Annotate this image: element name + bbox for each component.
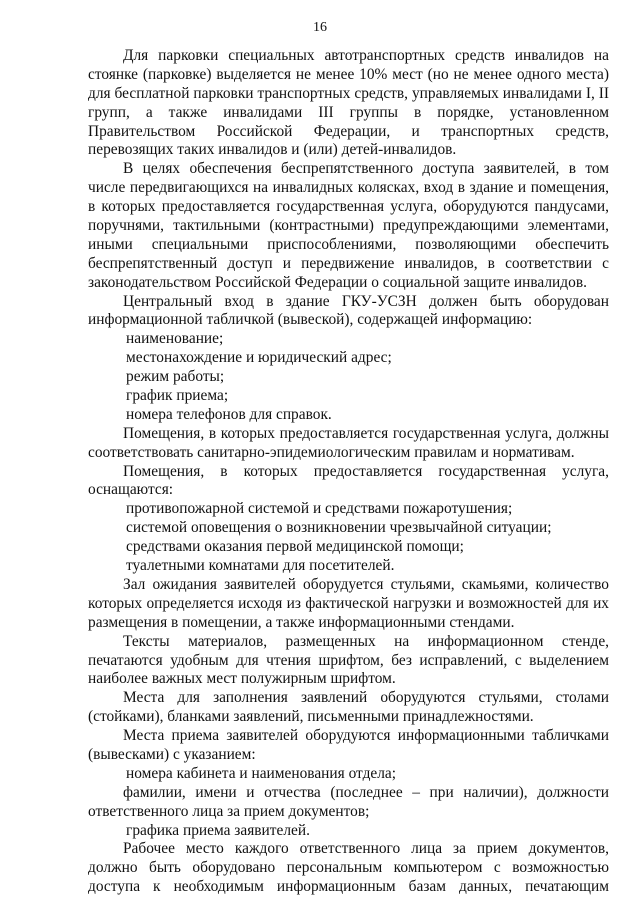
text-line: числе передвигающихся на инвалидных колясках, вход в здание и помещения, — [88, 179, 609, 197]
text-line: Помещения, в которых предоставляется государственная услуга, — [123, 462, 609, 480]
text-line: наименование; — [126, 330, 224, 348]
text-line: наиболее важных мест полужирным шрифтом. — [88, 670, 396, 688]
text-line: Помещения, в которых предоставляется государственная услуга, должны — [123, 424, 609, 442]
text-line: законодательством Российской Федерации о социальной защите инвалидов. — [88, 273, 587, 291]
text-line: местонахождение и юридический адрес; — [126, 349, 392, 367]
text-line: оснащаются: — [88, 481, 174, 499]
text-line: графика приема заявителей. — [126, 821, 310, 839]
page-number: 16 — [313, 20, 327, 35]
text-line: номера кабинета и наименования отдела; — [126, 764, 397, 782]
text-line: противопожарной системой и средствами пожаротушения; — [126, 500, 513, 518]
text-line: Зал ожидания заявителей оборудуется стульями, скамьями, количество — [123, 575, 609, 593]
text-line: размещения в помещении, а также информационными стендами. — [88, 613, 515, 631]
text-line: которых определяется исходя из фактической нагрузки и возможностей для их — [88, 594, 609, 612]
text-line: групп, а также инвалидами III группы в порядке, установленном — [88, 103, 609, 121]
text-line: (вывесками) с указанием: — [88, 745, 256, 763]
text-line: туалетными комнатами для посетителей. — [126, 557, 395, 575]
text-line: соответствовать санитарно-эпидемиологическим правилам и нормативам. — [88, 443, 575, 461]
text-line: В целях обеспечения беспрепятственного доступа заявителей, в том — [123, 160, 609, 178]
text-line: в которых предоставляется государственная услуга, оборудуются пандусами, — [88, 198, 609, 216]
text-line: Места приема заявителей оборудуются информационными табличками — [123, 727, 609, 745]
document-body — [88, 47, 609, 897]
text-line: стоянке (парковке) выделяется не менее 10% мест (но не менее одного места) — [88, 65, 609, 83]
text-line: Для парковки специальных автотранспортных средств инвалидов на — [123, 47, 609, 64]
text-line: режим работы; — [126, 368, 225, 386]
text-line: Места для заполнения заявлений оборудуются стульями, столами — [123, 689, 609, 707]
text-line: перевозящих таких инвалидов и (или) детей-инвалидов. — [88, 141, 457, 159]
text-line: средствами оказания первой медицинской помощи; — [126, 538, 464, 556]
text-line: график приема; — [126, 387, 229, 405]
text-line: Центральный вход в здание ГКУ-УСЗН должен быть оборудован — [123, 292, 609, 310]
text-line: должно быть оборудовано персональным компьютером с возможностью — [88, 859, 609, 877]
text-line: ответственного лица за прием документов; — [88, 802, 370, 820]
text-line: для бесплатной парковки транспортных средств, управляемых инвалидами I, II — [88, 84, 609, 102]
text-line: доступа к необходимым информационным базам данных, печатающим — [88, 878, 609, 896]
text-line: беспрепятственный доступ и передвижение инвалидов, в соответствии с — [88, 254, 609, 272]
text-line: информационной табличкой (вывеской), содержащей информацию: — [88, 311, 533, 329]
text-line: Рабочее место каждого ответственного лица за прием документов, — [123, 840, 609, 858]
text-line: иными специальными приспособлениями, позволяющими обеспечить — [88, 235, 609, 253]
text-line: поручнями, тактильными (контрастными) предупреждающими элементами, — [88, 217, 609, 235]
text-line: системой оповещения о возникновении чрезвычайной ситуации; — [126, 519, 552, 537]
text-line: (стойками), бланками заявлений, письменными принадлежностями. — [88, 708, 534, 726]
text-line: номера телефонов для справок. — [126, 405, 332, 423]
text-line: печатаются удобным для чтения шрифтом, без исправлений, с выделением — [88, 651, 609, 669]
text-line: Тексты материалов, размещенных на информационном стенде, — [123, 632, 609, 650]
text-line: фамилии, имени и отчества (последнее – при наличии), должности — [123, 783, 609, 801]
text-line: Правительством Российской Федерации, и транспортных средств, — [88, 122, 609, 140]
